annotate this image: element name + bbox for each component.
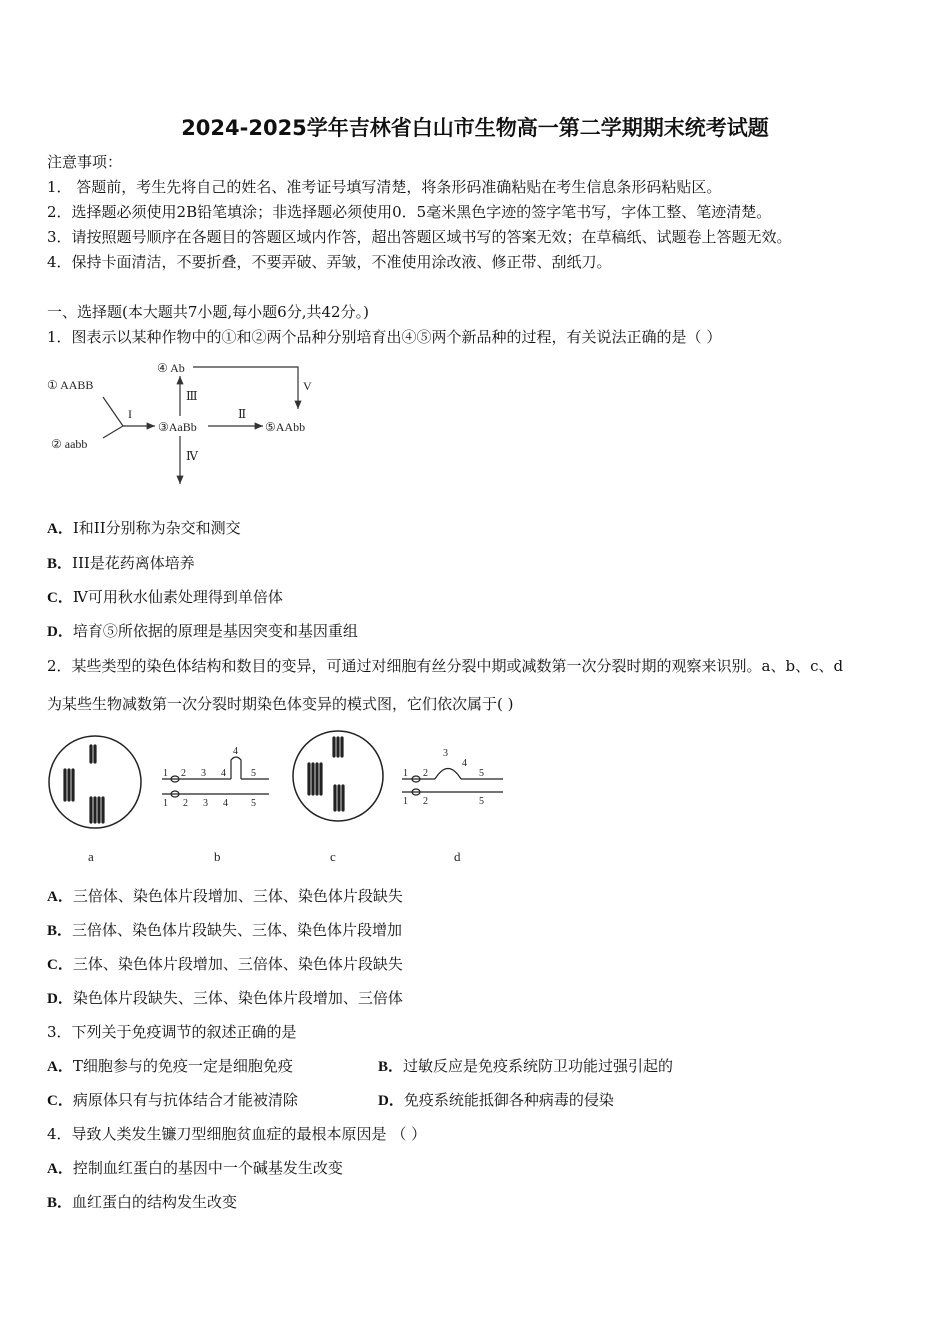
chromosomes-c (309, 738, 343, 810)
question-2-stem-cont: 为某些生物减数第一次分裂时期染色体变异的模式图，它们依次属于( ) (47, 695, 514, 713)
question-3-stem: 3．下列关于免疫调节的叙述正确的是 (47, 1023, 297, 1041)
chromosomes-a (65, 746, 103, 822)
q3-option-b[interactable]: B．过敏反应是免疫系统防卫功能过强引起的 (378, 1057, 674, 1075)
label-a: a (88, 849, 94, 864)
d-top-num: 3 (443, 748, 448, 759)
step-3-label: Ⅲ (186, 389, 198, 403)
q1-option-a[interactable]: A．I和II分别称为杂交和测交 (47, 519, 241, 537)
cross-lines (103, 397, 123, 438)
q3-option-d[interactable]: D．免疫系统能抵御各种病毒的侵染 (378, 1091, 614, 1109)
d-top-num: 4 (462, 758, 467, 769)
q2-option-d[interactable]: D．染色体片段缺失、三体、染色体片段增加、三倍体 (47, 989, 403, 1007)
question-1-stem: 1．图表示以某种作物中的①和②两个品种分别培育出④⑤两个新品种的过程，有关说法正确的是（ ） (47, 328, 722, 346)
q1-option-d[interactable]: D．培育⑤所依据的原理是基因突变和基因重组 (47, 622, 358, 640)
label-b: b (214, 849, 221, 864)
notice-item: 4．保持卡面清洁，不要折叠，不要弄破、弄皱，不准使用涂改液、修正带、刮纸刀。 (47, 253, 612, 271)
q3-option-a[interactable]: A．T细胞参与的免疫一定是细胞免疫 (47, 1057, 293, 1075)
b-bot-num: 4 (223, 798, 228, 809)
parent-2-label: ② aabb (51, 437, 88, 451)
q4-option-a[interactable]: A．控制血红蛋白的基因中一个碱基发生改变 (47, 1159, 343, 1177)
chromosome-diagram (45, 728, 515, 870)
d-top-num: 2 (423, 768, 428, 779)
page-title: 2024-2025学年吉林省白山市生物高一第二学期期末统考试题 (181, 116, 769, 140)
q2-option-a[interactable]: A．三倍体、染色体片段增加、三体、染色体片段缺失 (47, 887, 403, 905)
section-heading: 一、选择题(本大题共7小题,每小题6分,共42分。) (47, 303, 369, 321)
hybrid-label: ③AaBb (158, 420, 197, 434)
b-bot-num: 3 (203, 798, 208, 809)
b-bot-num: 2 (183, 798, 188, 809)
product-4-label: ④ Ab (157, 361, 185, 375)
breeding-diagram (45, 352, 345, 492)
b-top-num: 1 (163, 768, 168, 779)
d-bot-num: 2 (423, 796, 428, 807)
step-2-label: Ⅱ (238, 407, 247, 421)
notice-item: 2．选择题必须使用2B铅笔填涂；非选择题必须使用0．5毫米黑色字迹的签字笔书写，字体工整、笔迹清楚。 (47, 203, 772, 221)
d-top-num: 1 (403, 768, 408, 779)
step-1-label: I (128, 407, 132, 421)
b-top-num: 4 (221, 768, 226, 779)
d-bot-num: 5 (479, 796, 484, 807)
b-bot-num: 5 (251, 798, 256, 809)
notice-heading: 注意事项： (47, 153, 123, 171)
chromosomes-d (402, 769, 503, 796)
notice-item: 1． 答题前，考生先将自己的姓名、准考证号填写清楚，将条形码准确粘贴在考生信息条形码粘贴区。 (47, 178, 722, 196)
step-5-label: V (303, 379, 312, 393)
b-bot-num: 1 (163, 798, 168, 809)
q4-option-b[interactable]: B．血红蛋白的结构发生改变 (47, 1193, 238, 1211)
question-2-stem: 2．某些类型的染色体结构和数目的变异，可通过对细胞有丝分裂中期或减数第一次分裂时期的观察来识别。a、b、c、d (47, 657, 844, 675)
b-top-num: 4 (233, 746, 238, 757)
label-d: d (454, 849, 461, 864)
question-4-stem: 4．导致人类发生镰刀型细胞贫血症的最根本原因是 （ ） (47, 1125, 427, 1143)
q1-option-c[interactable]: C．Ⅳ可用秋水仙素处理得到单倍体 (47, 588, 283, 606)
notice-item: 3．请按照题号顺序在各题目的答题区域内作答，超出答题区域书写的答案无效；在草稿纸、试题卷上答题无效。 (47, 228, 792, 246)
step-4-label: Ⅳ (186, 449, 198, 463)
q3-option-c[interactable]: C．病原体只有与抗体结合才能被清除 (47, 1091, 298, 1109)
label-c: c (330, 849, 336, 864)
b-top-num: 3 (201, 768, 206, 779)
q2-option-c[interactable]: C．三体、染色体片段增加、三倍体、染色体片段缺失 (47, 955, 403, 973)
step-5-arrow (193, 367, 298, 409)
b-top-num: 5 (251, 768, 256, 779)
d-bot-num: 1 (403, 796, 408, 807)
product-5-label: ⑤AAbb (265, 420, 306, 434)
q1-option-b[interactable]: B．III是花药离体培养 (47, 554, 195, 572)
parent-1-label: ① AABB (47, 378, 94, 392)
b-top-num: 2 (181, 768, 186, 779)
d-top-num: 5 (479, 768, 484, 779)
q2-option-b[interactable]: B．三倍体、染色体片段缺失、三体、染色体片段增加 (47, 921, 403, 939)
